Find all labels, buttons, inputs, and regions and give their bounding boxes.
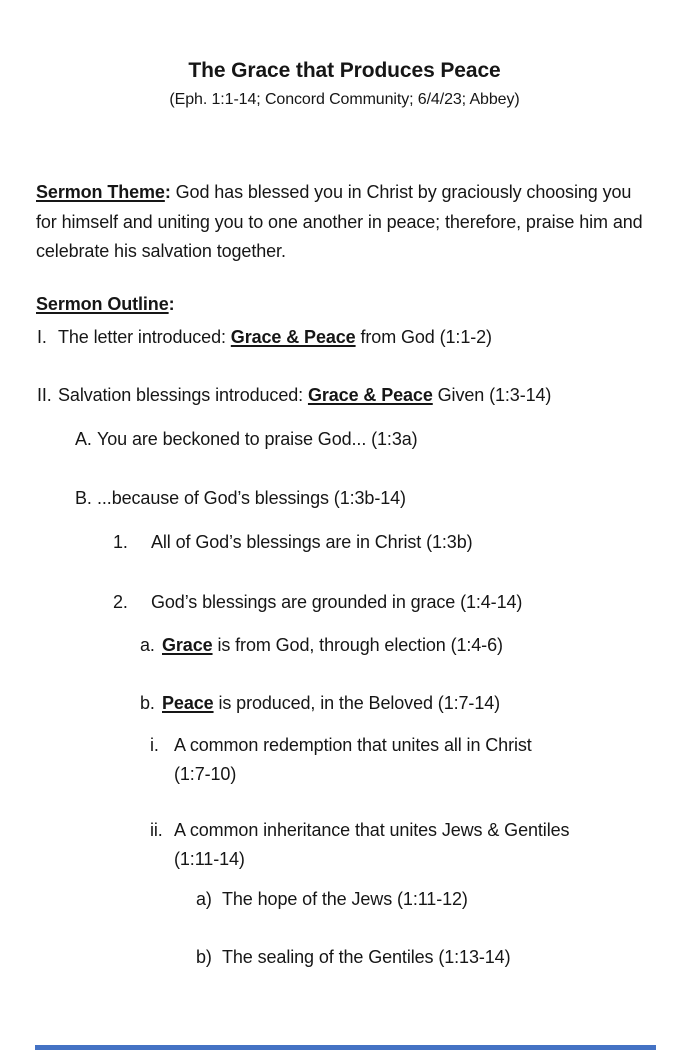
outline-text: ...because of God’s blessings (1:3b-14) [97,488,406,508]
outline-text: Grace is from God, through election (1:4-6) [162,635,503,655]
outline-item [0,484,653,513]
list-marker: II. [37,385,52,405]
list-marker: 1. [113,532,128,552]
outline-text: The letter introduced: Grace & Peace from God (1:1-2) [58,327,492,347]
sermon-theme-paragraph [36,178,653,267]
bottom-blue-bar [35,1045,656,1050]
outline-text: God’s blessings are grounded in grace (1:4-14) [151,592,523,612]
list-marker: ii. [150,820,163,840]
outline-text: A common redemption that unites all in Christ (1:7-10) [174,735,532,784]
list-marker: A. [75,429,92,449]
list-marker: a) [196,889,212,909]
list-marker: i. [150,735,159,755]
outline-item [0,731,653,789]
list-marker: a. [140,635,155,655]
sermon-theme-text: God has blessed you in Christ by graciously choosing you for himself and uniting you to one another in peace; therefore, praise him and celebrate his salvation together. [36,182,643,261]
outline-item [0,588,653,617]
outline-item [0,885,653,914]
outline-item [0,816,653,874]
list-marker: I. [37,327,47,347]
outline-item [0,943,653,972]
sermon-outline-heading [36,290,653,319]
outline-item [0,528,653,557]
list-marker: b. [140,693,155,713]
outline-text: A common inheritance that unites Jews & Gentiles (1:11-14) [174,820,570,869]
list-marker: 2. [113,592,128,612]
list-marker: b) [196,947,212,967]
outline-text: The hope of the Jews (1:11-12) [222,889,468,909]
outline-text: Peace is produced, in the Beloved (1:7-14) [162,693,501,713]
sermon-outline-label: Sermon Outline [36,294,169,314]
outline-item [0,381,653,410]
document-title: The Grace that Produces Peace [188,59,501,82]
sermon-theme-colon: : [164,182,171,202]
document-subtitle: (Eph. 1:1-14; Concord Community; 6/4/23; Abbey) [169,91,520,108]
outline-item [0,689,653,718]
outline-item [0,323,653,352]
outline-text: The sealing of the Gentiles (1:13-14) [222,947,511,967]
outline-item [0,631,653,660]
outline-item [0,425,653,454]
sermon-outline-colon: : [168,294,175,314]
outline-text: You are beckoned to praise God... (1:3a) [97,429,418,449]
sermon-theme-label: Sermon Theme [36,182,165,202]
list-marker: B. [75,488,92,508]
outline-text: Salvation blessings introduced: Grace & Peace Given (1:3-14) [58,385,552,405]
outline-text: All of God’s blessings are in Christ (1:3b) [151,532,473,552]
